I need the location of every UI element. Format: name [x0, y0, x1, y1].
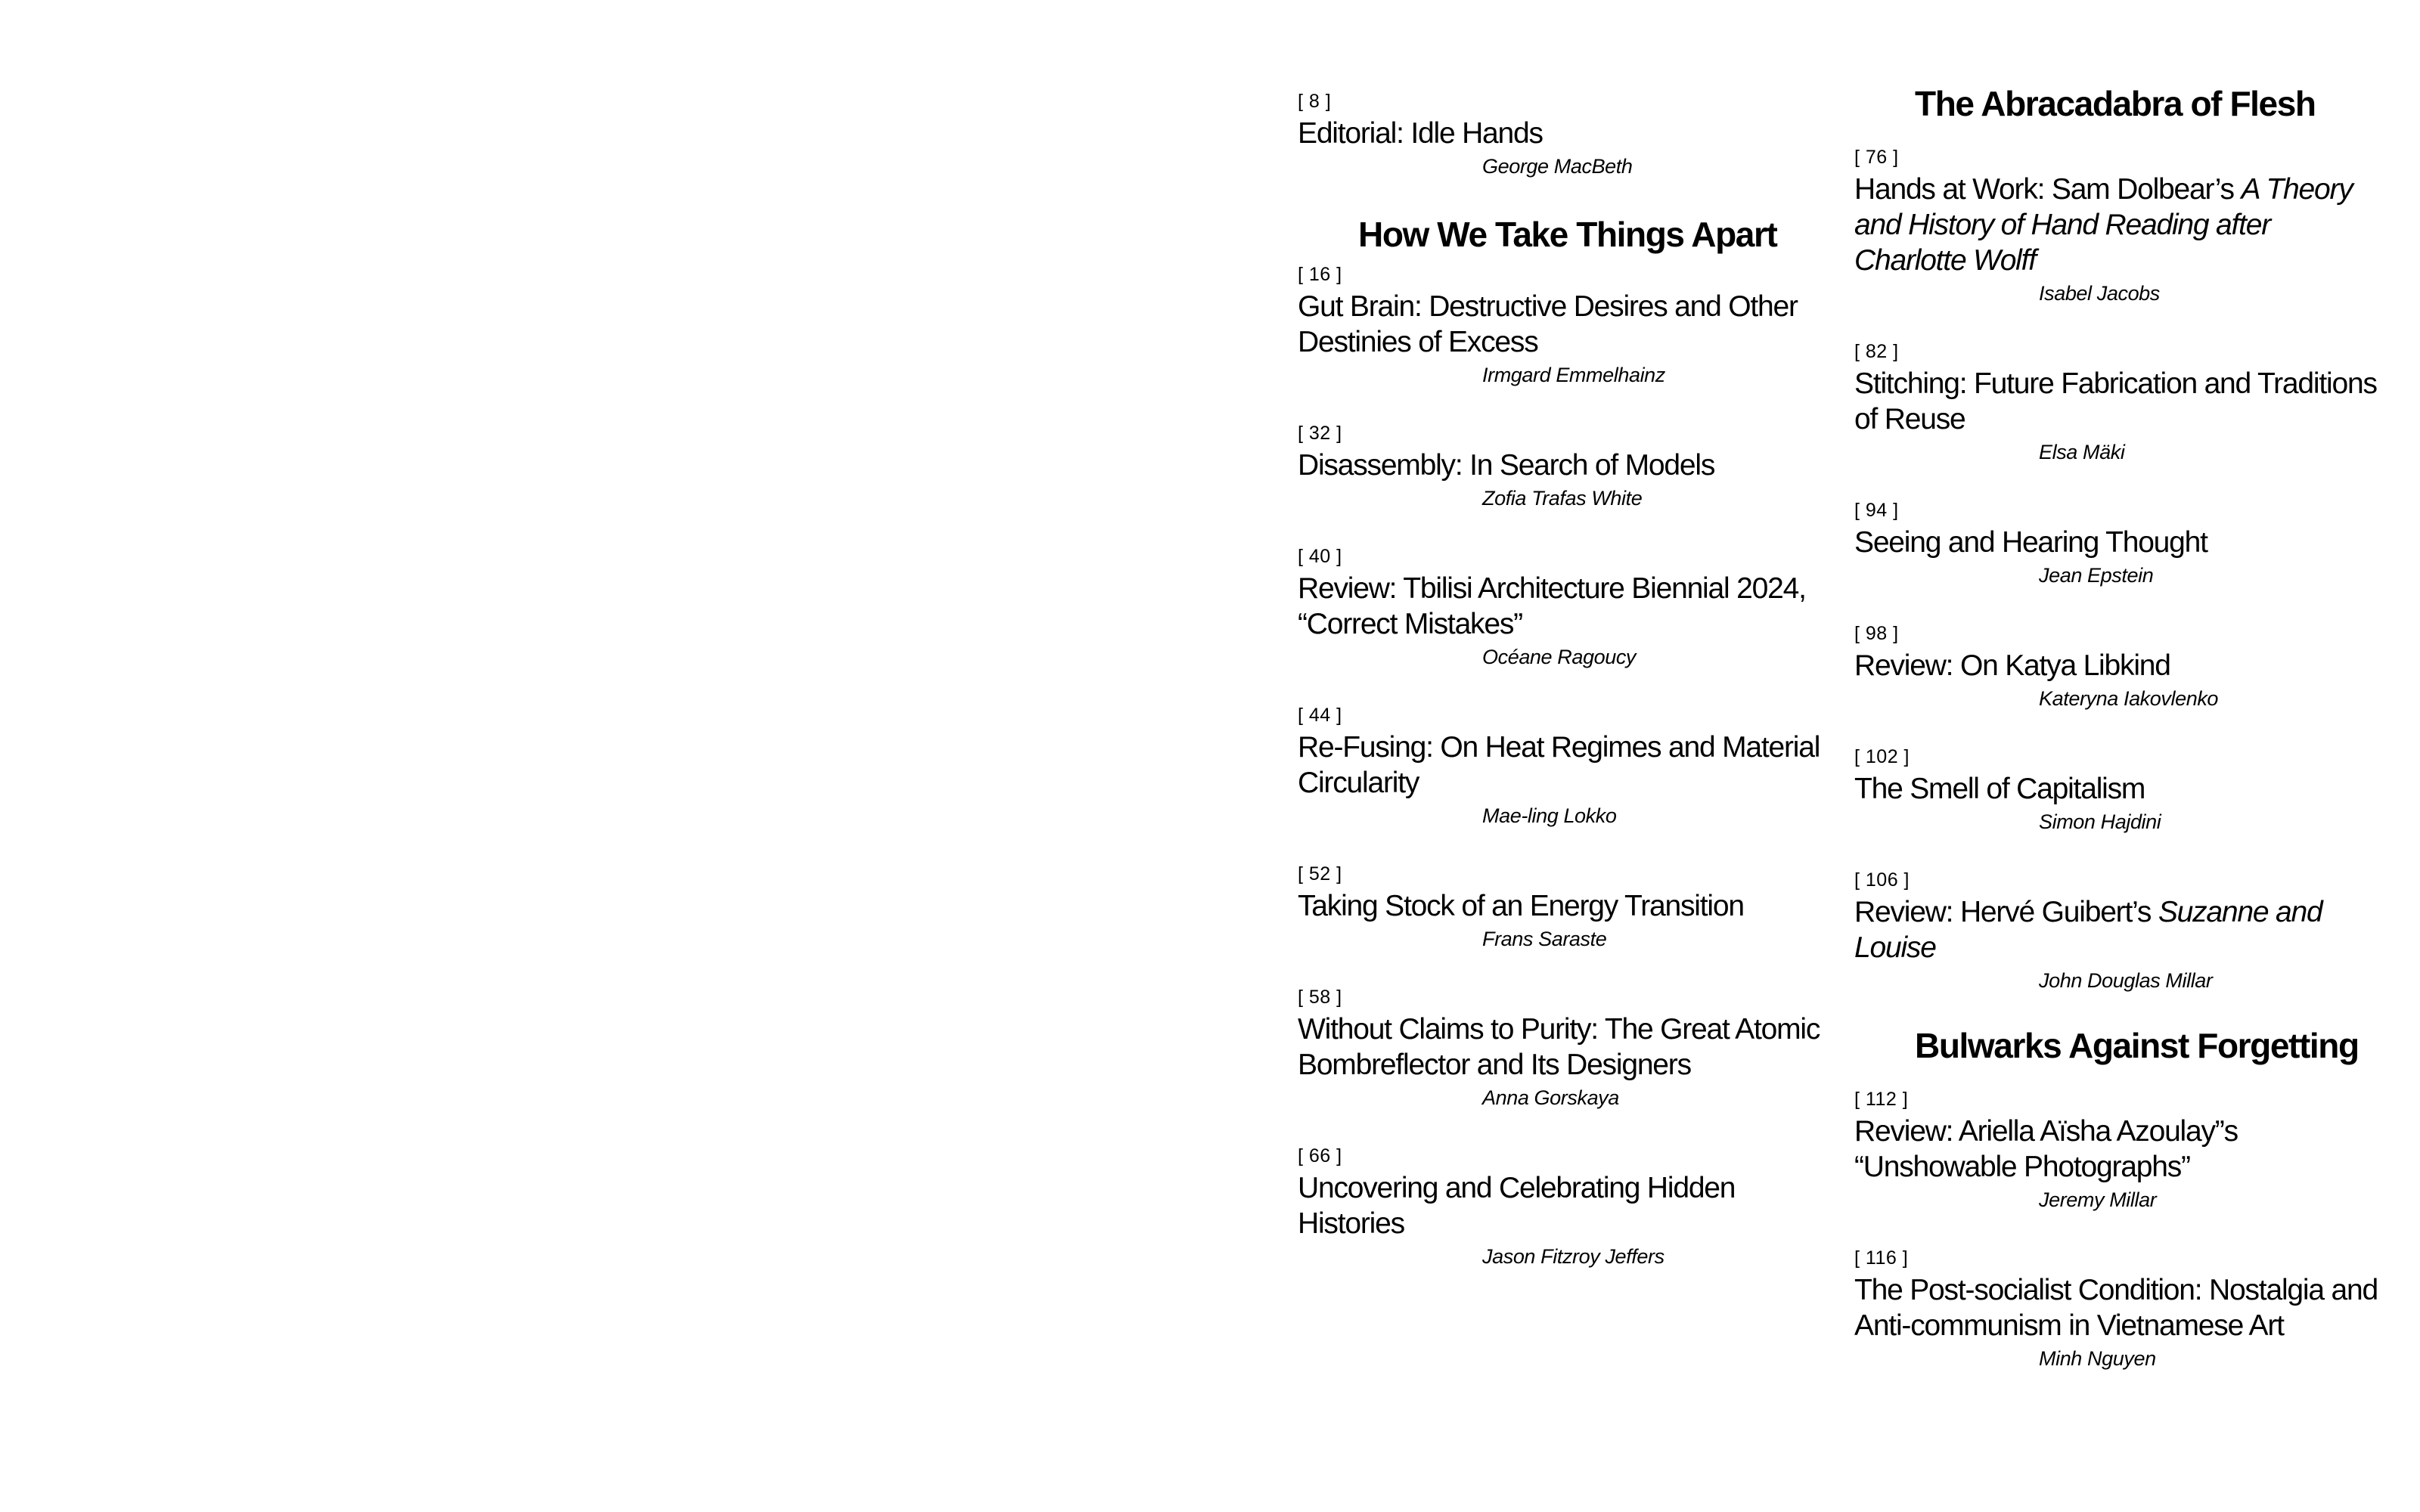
entry-title-text: Review: Hervé Guibert’s: [1854, 896, 2158, 928]
contents-entry: [1298, 89, 1842, 179]
page-number: [ 44 ]: [1298, 705, 1342, 726]
entry-title: Review: Tbilisi Architecture Biennial 2024, “Correct Mistakes”: [1298, 572, 1806, 640]
section-heading: The Abracadabra of Flesh: [1915, 84, 2316, 123]
contents-column-left: [1298, 89, 1842, 1303]
page-number: [ 102 ]: [1854, 746, 1910, 767]
entry-title-text: Hands at Work: Sam Dolbear’s: [1854, 173, 2242, 206]
contents-entry: [1854, 621, 2384, 711]
contents-entry: [1298, 544, 1842, 670]
entry-author: John Douglas Millar: [2039, 969, 2213, 992]
page-number: [ 52 ]: [1298, 863, 1342, 885]
contents-entry: [1298, 1144, 1842, 1269]
contents-entry: [1854, 1246, 2384, 1371]
contents-entry: [1854, 1087, 2384, 1213]
entry-author: Mae-ling Lokko: [1482, 804, 1617, 827]
entry-author: Anna Gorskaya: [1482, 1086, 1619, 1109]
page-number: [ 98 ]: [1854, 623, 1899, 644]
entry-author: Jean Epstein: [2039, 564, 2154, 587]
entry-title: [1854, 894, 2384, 965]
entry-title-italic: A Theory and History of Hand Reading after Charlotte Wolff: [1854, 173, 2353, 277]
page-number: [ 16 ]: [1298, 264, 1342, 285]
section-heading: Bulwarks Against Forgetting: [1915, 1026, 2359, 1065]
contents-entry: [1854, 498, 2384, 588]
page-number: [ 106 ]: [1854, 869, 1910, 891]
page-number: [ 58 ]: [1298, 987, 1342, 1008]
page-number: [ 116 ]: [1854, 1247, 1909, 1269]
section-heading: How We Take Things Apart: [1358, 215, 1777, 254]
entry-title: Review: Ariella Aïsha Azoulay”s “Unshowable Photographs”: [1854, 1115, 2238, 1183]
entry-title-italic: Suzanne and Louise: [1854, 896, 2322, 964]
page-number: [ 40 ]: [1298, 546, 1342, 567]
entry-author: Jason Fitzroy Jeffers: [1482, 1245, 1665, 1268]
contents-entry: [1298, 985, 1842, 1111]
entry-title: Review: On Katya Libkind: [1854, 649, 2170, 682]
entry-author: Jeremy Millar: [2039, 1188, 2157, 1211]
contents-entry: [1854, 745, 2384, 835]
page-number: [ 94 ]: [1854, 500, 1899, 521]
entry-title: Stitching: Future Fabrication and Traditions of Reuse: [1854, 367, 2377, 435]
entry-author: George MacBeth: [1482, 155, 1633, 178]
contents-entry: [1854, 339, 2384, 465]
entry-title: Re-Fusing: On Heat Regimes and Material Circularity: [1298, 731, 1820, 799]
entry-title: Uncovering and Celebrating Hidden Histories: [1298, 1172, 1736, 1240]
entry-author: Isabel Jacobs: [2039, 282, 2160, 305]
entry-author: Kateryna Iakovlenko: [2039, 687, 2219, 710]
entry-author: Zofia Trafas White: [1482, 487, 1643, 510]
page-number: [ 66 ]: [1298, 1145, 1342, 1167]
page-number: [ 8 ]: [1298, 91, 1332, 112]
contents-entry: [1298, 262, 1842, 388]
entry-author: Simon Hajdini: [2039, 810, 2161, 833]
contents-entry: [1298, 421, 1842, 511]
contents-entry: [1298, 862, 1842, 952]
page-number: [ 32 ]: [1298, 423, 1342, 444]
contents-entry: [1854, 868, 2384, 993]
entry-author: Océane Ragoucy: [1482, 646, 1637, 668]
contents-entry: [1298, 703, 1842, 829]
page-number: [ 76 ]: [1854, 147, 1899, 168]
entry-author: Irmgard Emmelhainz: [1482, 364, 1665, 386]
entry-title: Seeing and Hearing Thought: [1854, 526, 2207, 559]
entry-title: Taking Stock of an Energy Transition: [1298, 890, 1744, 922]
entry-title: [1854, 172, 2384, 278]
page-number: [ 112 ]: [1854, 1089, 1909, 1110]
entry-title: The Post-socialist Condition: Nostalgia and Anti-communism in Vietnamese Art: [1854, 1274, 2378, 1342]
contents-entry: [1854, 145, 2384, 306]
entry-title: Without Claims to Purity: The Great Atomic Bombreflector and Its Designers: [1298, 1013, 1820, 1081]
contents-column-right: [1854, 84, 2384, 1405]
entry-author: Elsa Mäki: [2039, 441, 2125, 463]
entry-title: Editorial: Idle Hands: [1298, 117, 1543, 150]
entry-title: Gut Brain: Destructive Desires and Other Destinies of Excess: [1298, 290, 1798, 358]
entry-author: Frans Saraste: [1482, 928, 1607, 950]
entry-title: Disassembly: In Search of Models: [1298, 449, 1715, 482]
entry-title: The Smell of Capitalism: [1854, 773, 2145, 805]
page-number: [ 82 ]: [1854, 341, 1899, 362]
entry-author: Minh Nguyen: [2039, 1347, 2156, 1370]
